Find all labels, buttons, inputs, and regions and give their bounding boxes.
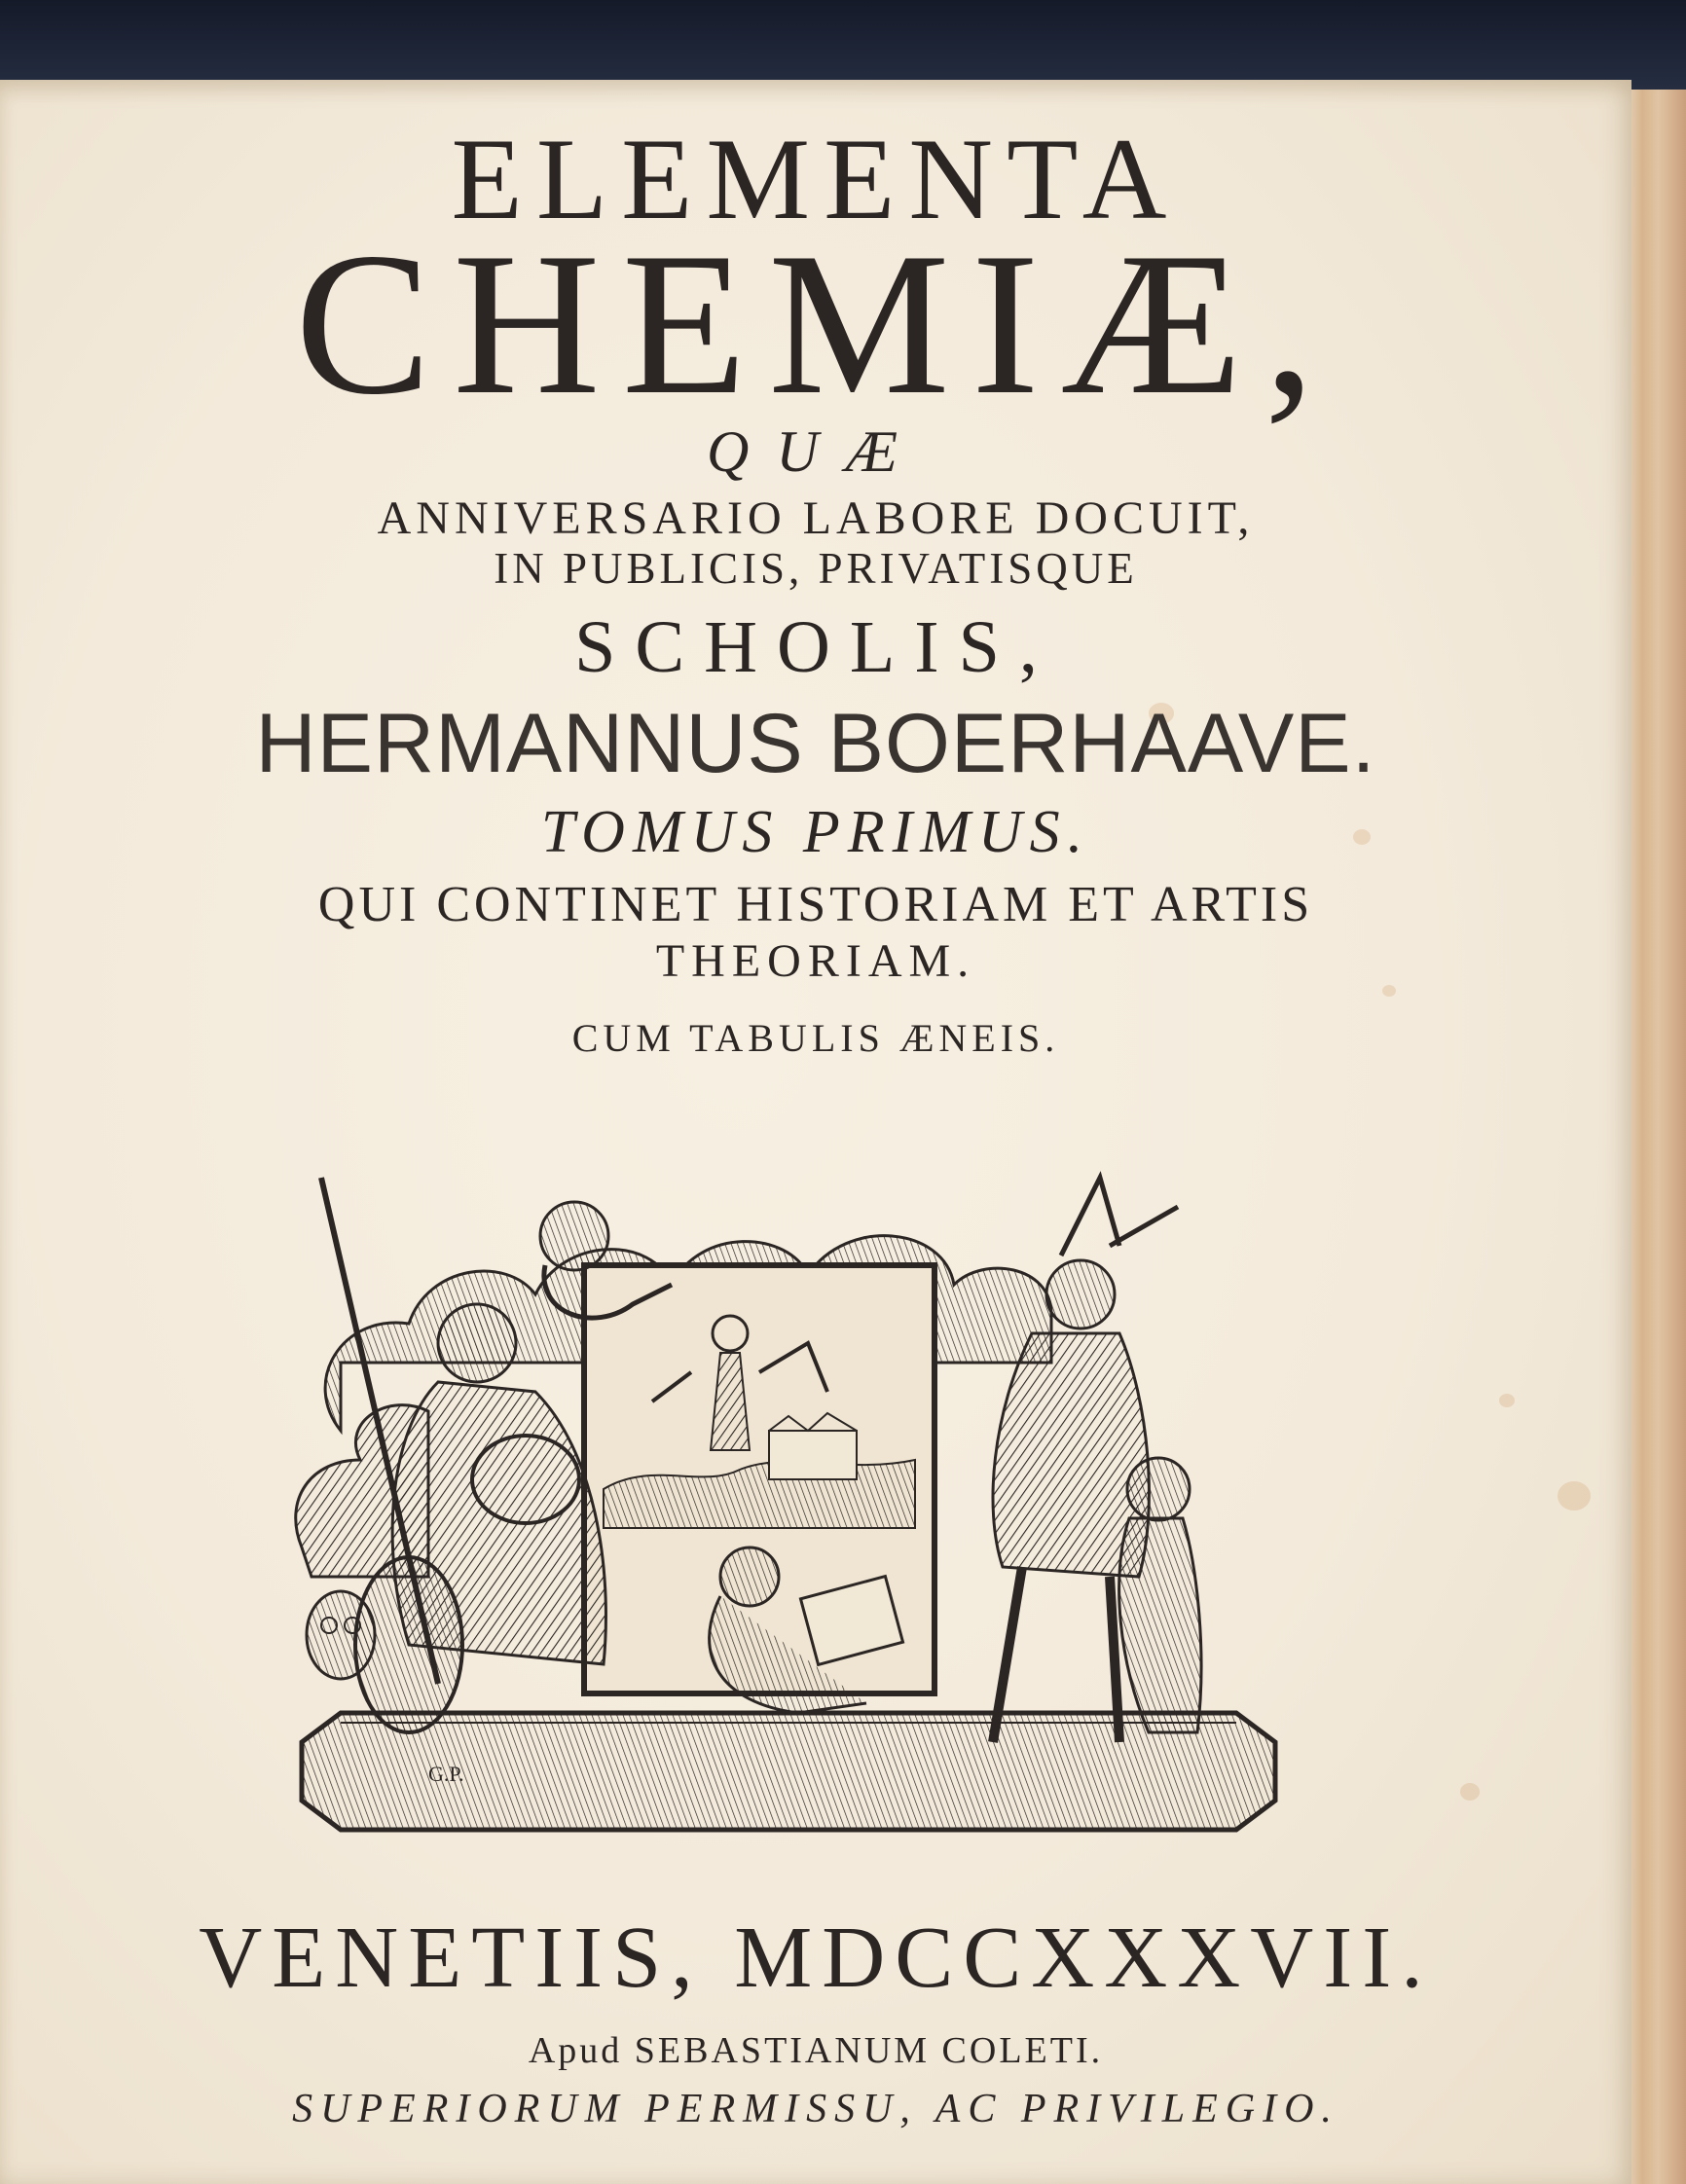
woodcut-illustration bbox=[282, 1139, 1304, 1888]
title-line-chemiae: CHEMIÆ, bbox=[295, 211, 1337, 437]
subtitle-line-scholis: SCHOLIS, bbox=[574, 606, 1057, 688]
printer-line: Apud SEBASTIANUM COLETI. bbox=[528, 2030, 1104, 2071]
subtitle-line-anniversario: ANNIVERSARIO LABORE DOCUIT, bbox=[377, 492, 1255, 544]
contents-line-1: QUI CONTINET HISTORIAM ET ARTIS bbox=[317, 877, 1314, 932]
engraver-mark: G.P. bbox=[428, 1762, 464, 1786]
foxing-stain bbox=[1558, 1481, 1591, 1511]
plates-note: CUM TABULIS ÆNEIS. bbox=[571, 1016, 1060, 1060]
volume-label: TOMUS PRIMUS. bbox=[540, 799, 1091, 865]
cherub-standing bbox=[1119, 1458, 1201, 1732]
privilege-line: SUPERIORUM PERMISSU, AC PRIVILEGIO. bbox=[292, 2087, 1339, 2131]
contents-line-2: THEORIAM. bbox=[655, 935, 976, 987]
author-name: HERMANNUS BOERHAAVE. bbox=[255, 697, 1376, 790]
foxing-stain bbox=[1499, 1394, 1515, 1407]
owl bbox=[307, 1591, 375, 1679]
book-page-edges bbox=[1624, 90, 1686, 2184]
subtitle-line-publicis: IN PUBLICIS, PRIVATISQUE bbox=[494, 544, 1138, 593]
imprint-place-date: VENETIIS, MDCCXXXVII. bbox=[199, 1910, 1433, 2006]
title-line-quae: QUÆ bbox=[706, 419, 925, 484]
foxing-stain bbox=[1460, 1783, 1480, 1801]
title-line-elementa: ELEMENTA bbox=[451, 114, 1181, 243]
